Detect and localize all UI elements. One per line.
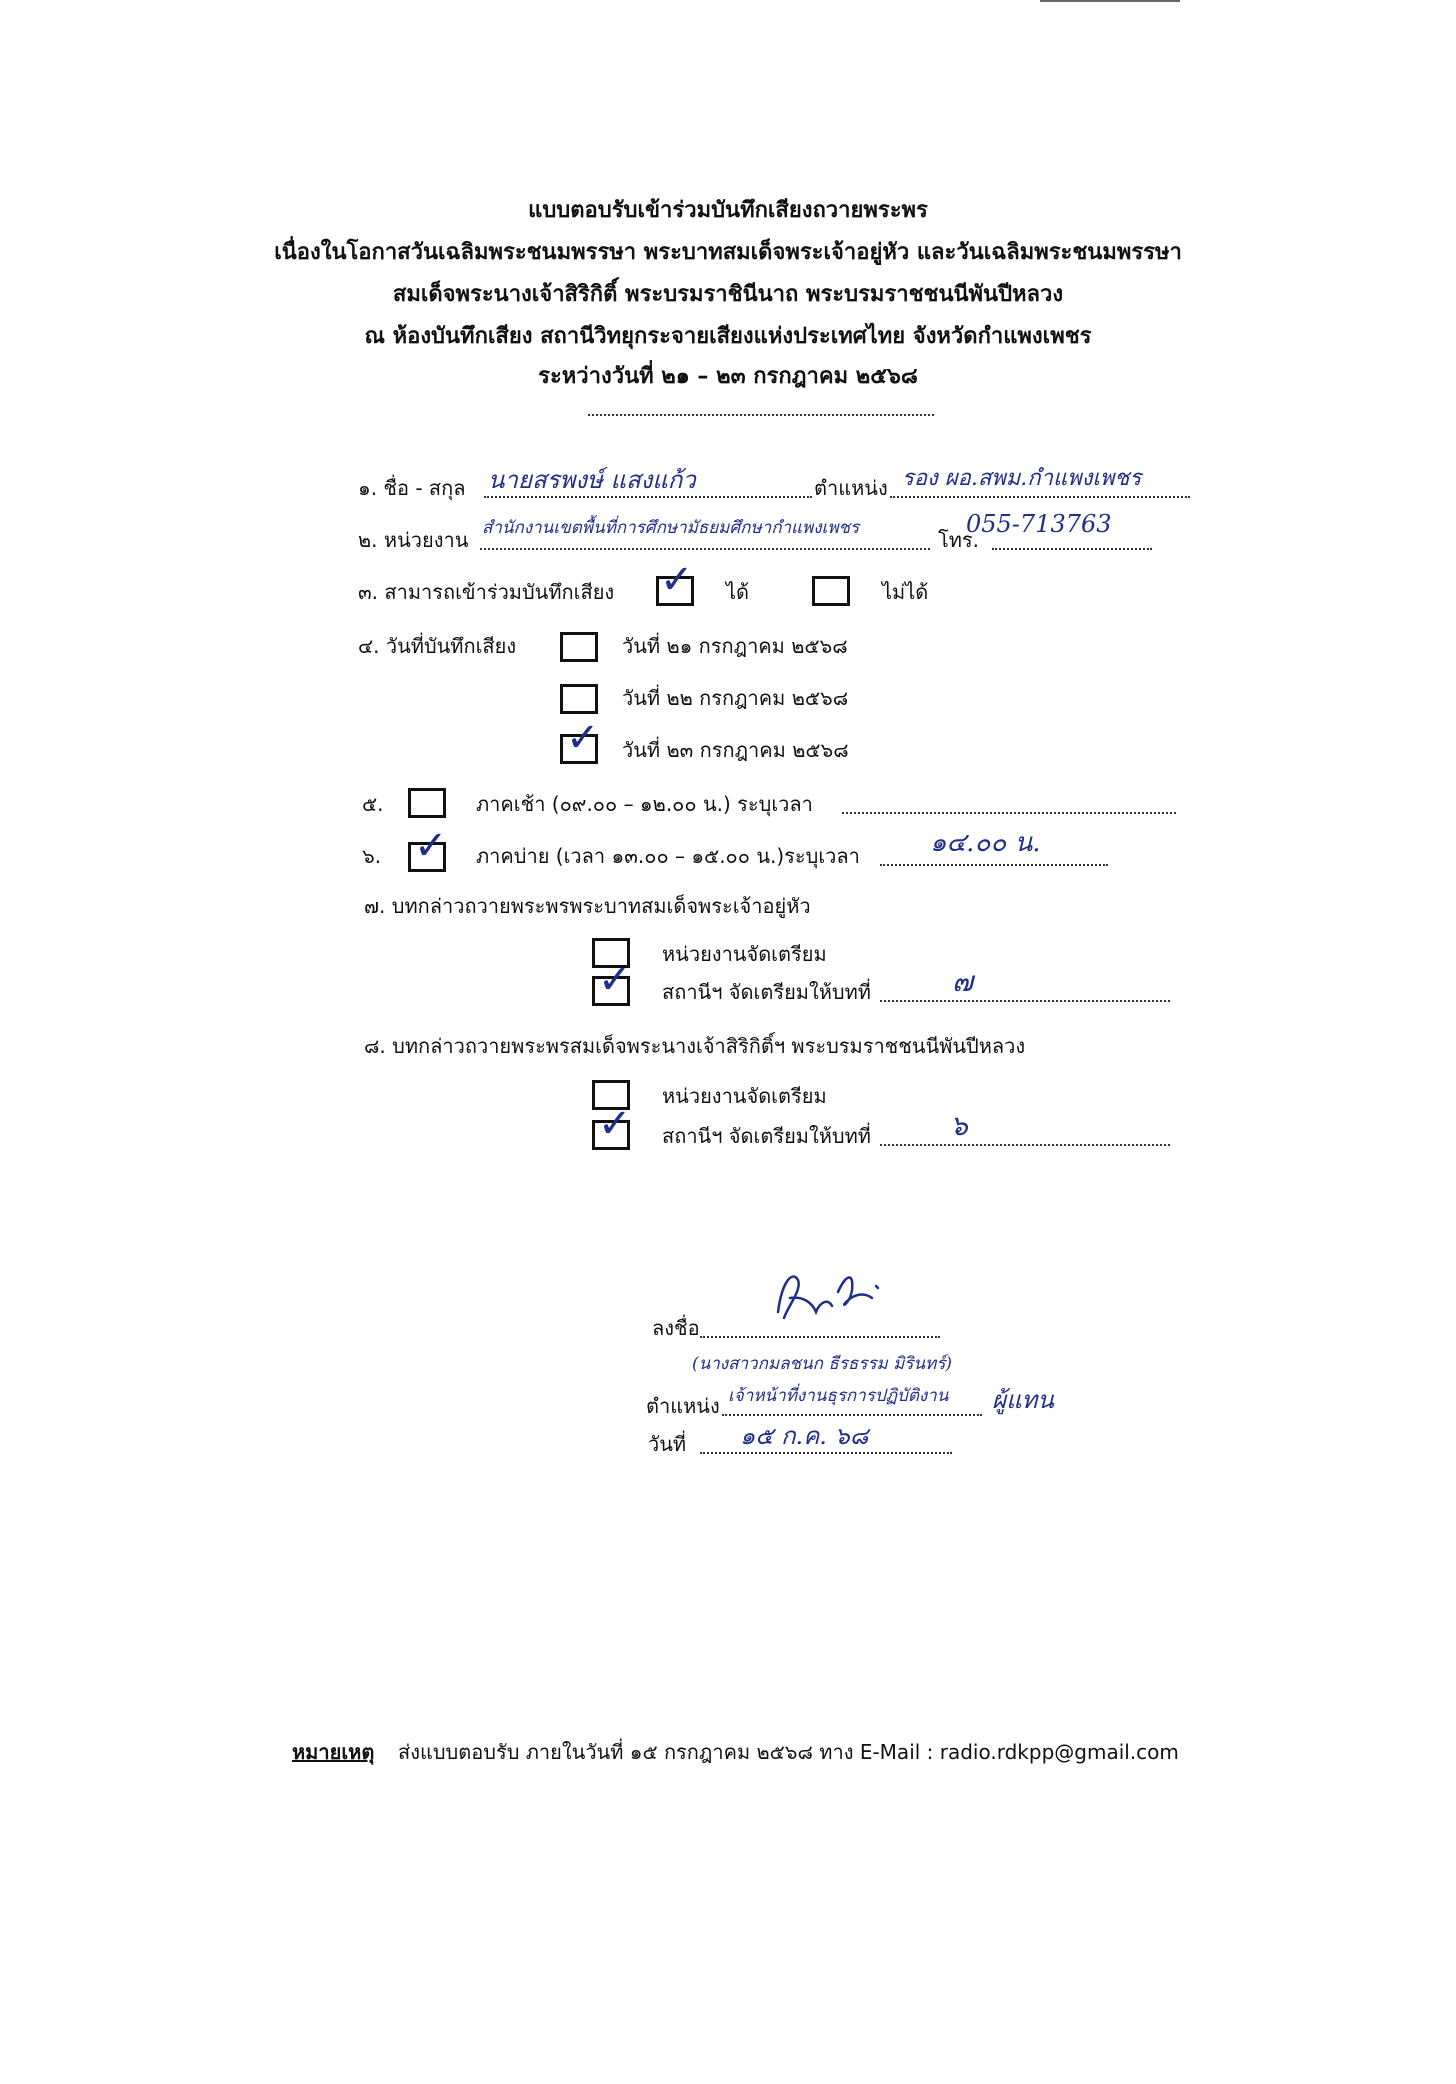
king-speech-number-value[interactable]: ๗ [952,965,974,998]
king-speech-number-line [880,1000,1170,1002]
position-label: ตำแหน่ง [814,476,888,500]
item2-label: ๒. หน่วยงาน [358,528,469,552]
date-21-checkbox[interactable] [560,632,598,662]
scan-edge-mark [1040,0,1180,2]
sign-date-label: วันที่ [648,1432,687,1456]
queen-speech-agency-label: หน่วยงานจัดเตรียม [662,1084,827,1108]
afternoon-label: ภาคบ่าย (เวลา ๑๓.๐๐ – ๑๕.๐๐ น.)ระบุเวลา [476,844,860,868]
phone-label: โทร. [938,528,980,552]
morning-label: ภาคเช้า (๐๙.๐๐ – ๑๒.๐๐ น.) ระบุเวลา [476,792,813,816]
phone-field-value[interactable]: 055-713763 [966,510,1112,538]
morning-time-line [842,812,1176,814]
signer-printed-name[interactable]: (นางสาวกมลชนก ธีรธรรม มิรินทร์) [692,1354,953,1374]
agency-field-line [480,548,930,550]
name-field-value[interactable]: นายสรพงษ์ แสงแก้ว [488,466,696,494]
king-speech-station-checkmark: ✓ [598,957,632,1003]
can-attend-option-label: ได้ [726,580,750,604]
form-title: แบบตอบรับเข้าร่วมบันทึกเสียงถวายพระพร [528,198,928,223]
date-22-label: วันที่ ๒๒ กรกฎาคม ๒๕๖๘ [622,686,849,710]
header-date-range: ระหว่างวันที่ ๒๑ – ๒๓ กรกฎาคม ๒๕๖๘ [538,364,918,389]
date-22-checkbox[interactable] [560,684,598,714]
item6-number: ๖. [362,844,382,868]
queen-speech-number-value[interactable]: ๖ [950,1109,968,1142]
king-speech-agency-label: หน่วยงานจัดเตรียม [662,942,827,966]
date-21-label: วันที่ ๒๑ กรกฎาคม ๒๕๖๘ [622,634,848,658]
queen-speech-number-line [880,1144,1170,1146]
header-location-line: ณ ห้องบันทึกเสียง สถานีวิทยุกระจายเสียงแห่งประเทศไทย จังหวัดกำแพงเพชร [364,324,1092,349]
note-label: หมายเหตุ [292,1740,375,1764]
note-text: ส่งแบบตอบรับ ภายในวันที่ ๑๕ กรกฎาคม ๒๕๖๘ ทาง E-Mail : radio.rdkpp@gmail.com [398,1740,1179,1764]
agency-field-value[interactable]: สำนักงานเขตพื้นที่การศึกษามัธยมศึกษากำแพงเพชร [482,518,860,538]
signature-line [700,1336,940,1338]
date-23-label: วันที่ ๒๓ กรกฎาคม ๒๕๖๘ [622,738,849,762]
date-23-checkmark: ✓ [566,715,600,761]
item7-label: ๗. บทกล่าวถวายพระพรพระบาทสมเด็จพระเจ้าอยู่หัว [364,894,811,918]
queen-speech-station-checkmark: ✓ [598,1101,632,1147]
signature-drawing [768,1262,888,1332]
phone-field-line [992,548,1152,550]
header-divider [588,414,934,416]
morning-checkbox[interactable] [408,788,446,818]
afternoon-time-value[interactable]: ๑๔.๐๐ น. [930,828,1041,858]
can-attend-checkmark: ✓ [660,557,694,603]
sign-date-value[interactable]: ๑๕ ก.ค. ๖๘ [740,1422,869,1450]
signer-position-value[interactable]: เจ้าหน้าที่งานธุรการปฏิบัติงาน [728,1386,949,1406]
position-field-value[interactable]: รอง ผอ.สพม.กำแพงเพชร [902,466,1142,491]
item8-label: ๘. บทกล่าวถวายพระพรสมเด็จพระนางเจ้าสิริกิติ์ฯ พระบรมราชชนนีพันปีหลวง [364,1034,1026,1058]
afternoon-time-line [880,864,1108,866]
header-occasion-line: เนื่องในโอกาสวันเฉลิมพระชนมพรรษา พระบาทสมเด็จพระเจ้าอยู่หัว และวันเฉลิมพระชนมพรรษา [274,240,1182,265]
item5-number: ๕. [362,792,384,816]
item1-label: ๑. ชื่อ - สกุล [358,476,466,500]
position-field-line [890,496,1190,498]
cannot-attend-checkbox[interactable] [812,576,850,606]
cannot-attend-option-label: ไม่ได้ [882,580,929,604]
afternoon-checkmark: ✓ [414,823,448,869]
queen-speech-station-label: สถานีฯ จัดเตรียมให้บทที่ [662,1124,871,1148]
signer-position-label: ตำแหน่ง [646,1394,720,1418]
item3-label: ๓. สามารถเข้าร่วมบันทึกเสียง [358,580,615,604]
header-queen-line: สมเด็จพระนางเจ้าสิริกิติ์ พระบรมราชินีนาถ พระบรมราชชนนีพันปีหลวง [392,282,1064,307]
item4-label: ๔. วันที่บันทึกเสียง [358,634,517,658]
signer-position-extra[interactable]: ผู้แทน [992,1386,1054,1414]
sign-label: ลงชื่อ [652,1316,700,1340]
king-speech-station-label: สถานีฯ จัดเตรียมให้บทที่ [662,980,871,1004]
